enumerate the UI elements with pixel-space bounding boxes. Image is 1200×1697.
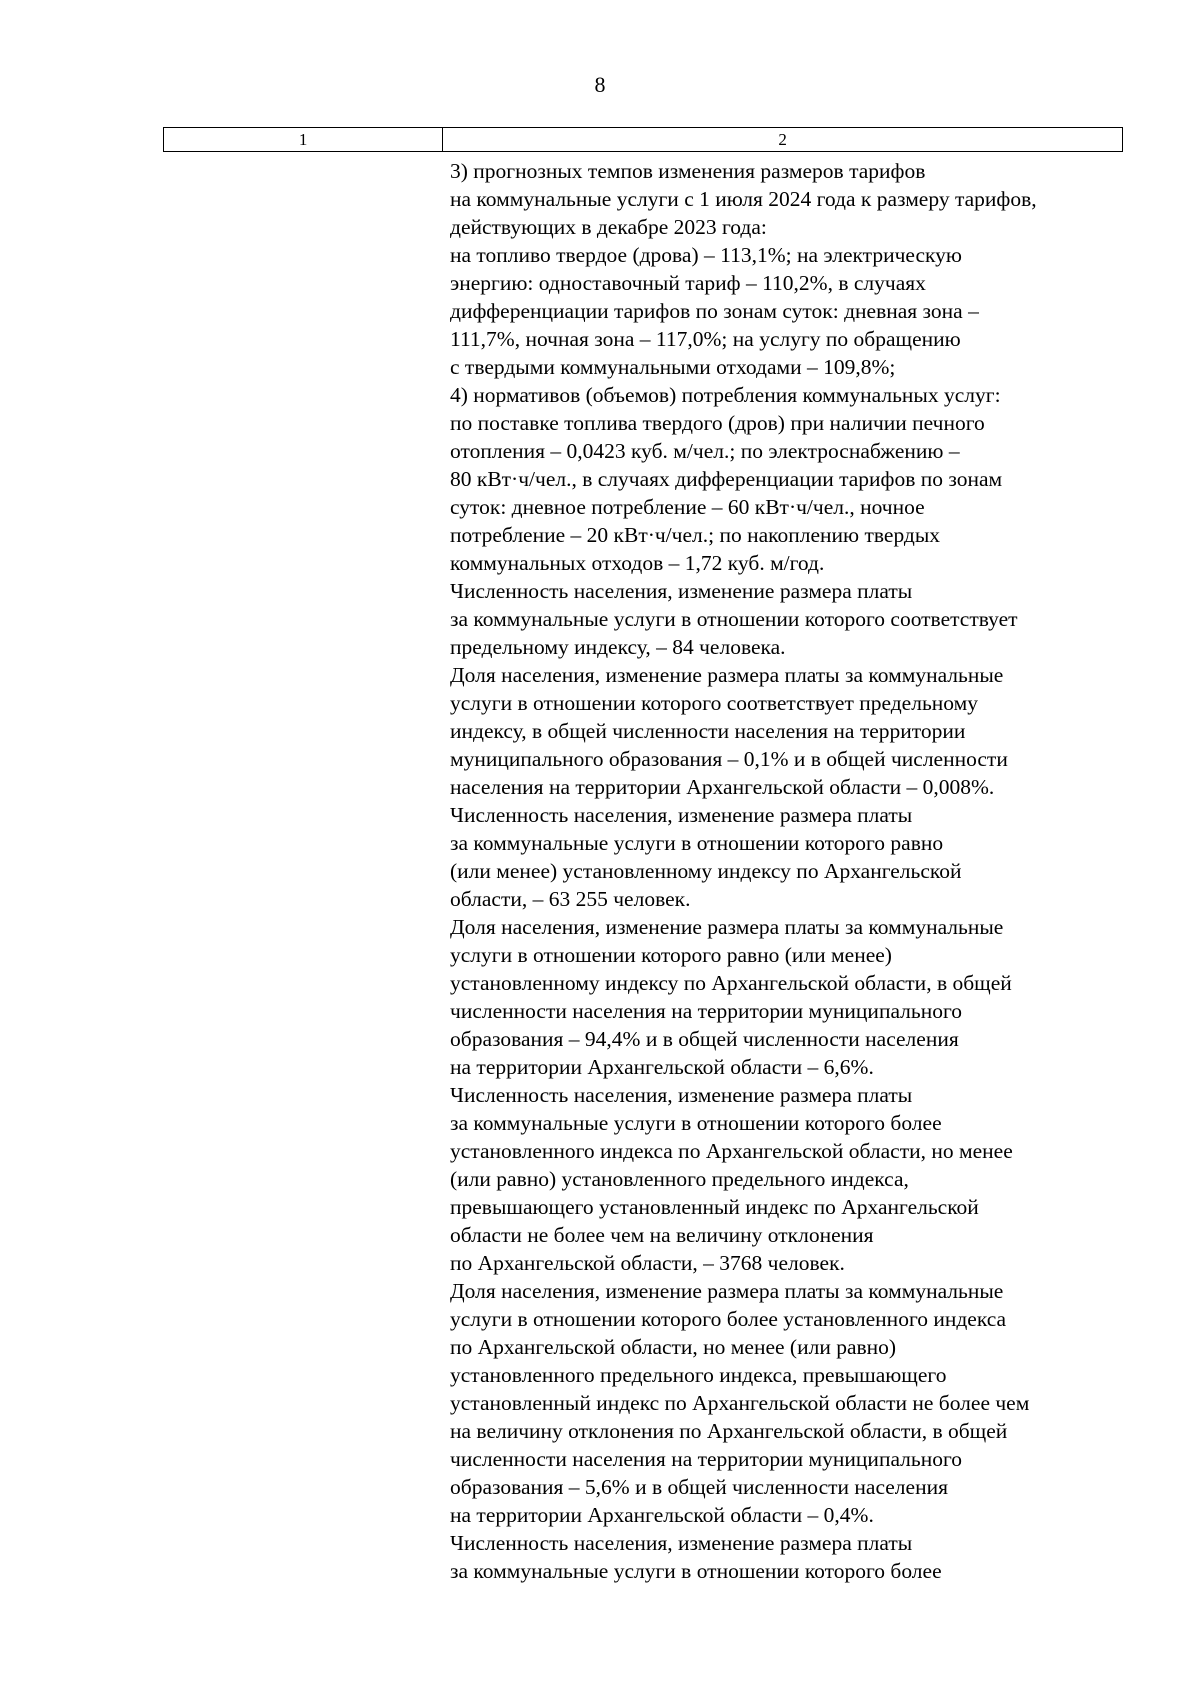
table-header — [163, 127, 1123, 152]
text-line: 4) нормативов (объемов) потребления коммунальных услуг: — [450, 383, 1001, 407]
text-line: на величину отклонения по Архангельской области, в общей — [450, 1419, 1008, 1443]
text-line: суток: дневное потребление – 60 кВт·ч/чел., ночное — [450, 495, 925, 519]
text-line: за коммунальные услуги в отношении которого более — [450, 1111, 942, 1135]
text-line: численности населения на территории муниципального — [450, 1447, 963, 1471]
text-line: отопления – 0,0423 куб. м/чел.; по электроснабжению – — [450, 439, 960, 463]
text-line: Численность населения, изменение размера платы — [450, 579, 913, 603]
text-line: (или равно) установленного предельного индекса, — [450, 1167, 909, 1191]
text-line: услуги в отношении которого более установленного индекса — [450, 1307, 1007, 1331]
text-line: области не более чем на величину отклонения — [450, 1223, 874, 1247]
column-2-text — [450, 157, 1150, 1585]
text-line: установленному индексу по Архангельской области, в общей — [450, 971, 1012, 995]
text-line: по Архангельской области, но менее (или равно) — [450, 1335, 897, 1359]
text-line: 80 кВт·ч/чел., в случаях дифференциации тарифов по зонам — [450, 467, 1003, 491]
text-line: на территории Архангельской области – 0,4%. — [450, 1503, 874, 1527]
text-line: установленный индекс по Архангельской области не более чем — [450, 1391, 1030, 1415]
text-line: (или менее) установленному индексу по Архангельской — [450, 859, 962, 883]
text-line: 111,7%, ночная зона – 117,0%; на услугу по обращению — [450, 327, 961, 351]
column-1-header: 1 — [164, 128, 443, 152]
text-line: услуги в отношении которого соответствует предельному — [450, 691, 978, 715]
text-line: с твердыми коммунальными отходами – 109,8%; — [450, 355, 896, 379]
text-line: муниципального образования – 0,1% и в общей численности — [450, 747, 1008, 771]
text-line: услуги в отношении которого равно (или менее) — [450, 943, 892, 967]
text-line: Численность населения, изменение размера платы — [450, 1083, 913, 1107]
text-line: действующих в декабре 2023 года: — [450, 215, 767, 239]
text-line: дифференциации тарифов по зонам суток: дневная зона – — [450, 299, 979, 323]
text-line: на топливо твердое (дрова) – 113,1%; на электрическую — [450, 243, 962, 267]
text-line: установленного предельного индекса, превышающего — [450, 1363, 947, 1387]
text-line: по поставке топлива твердого (дров) при наличии печного — [450, 411, 985, 435]
text-line: по Архангельской области, – 3768 человек. — [450, 1251, 845, 1275]
text-line: Доля населения, изменение размера платы за коммунальные — [450, 915, 1004, 939]
text-line: населения на территории Архангельской области – 0,008%. — [450, 775, 995, 799]
text-line: 3) прогнозных темпов изменения размеров тарифов — [450, 159, 926, 183]
text-line: за коммунальные услуги в отношении которого равно — [450, 831, 944, 855]
text-line: Численность населения, изменение размера платы — [450, 1531, 913, 1555]
text-line: образования – 5,6% и в общей численности населения — [450, 1475, 948, 1499]
text-line: энергию: одноставочный тариф – 110,2%, в случаях — [450, 271, 926, 295]
text-line: Доля населения, изменение размера платы за коммунальные — [450, 663, 1004, 687]
text-line: предельному индексу, – 84 человека. — [450, 635, 786, 659]
text-line: установленного индекса по Архангельской области, но менее — [450, 1139, 1013, 1163]
text-line: коммунальных отходов – 1,72 куб. м/год. — [450, 551, 825, 575]
text-line: индексу, в общей численности населения на территории — [450, 719, 966, 743]
text-line: на коммунальные услуги с 1 июля 2024 года к размеру тарифов, — [450, 187, 1037, 211]
text-line: области, – 63 255 человек. — [450, 887, 691, 911]
column-2-header: 2 — [443, 128, 1123, 152]
text-line: образования – 94,4% и в общей численности населения — [450, 1027, 959, 1051]
text-line: на территории Архангельской области – 6,6%. — [450, 1055, 874, 1079]
text-line: потребление – 20 кВт·ч/чел.; по накоплению твердых — [450, 523, 941, 547]
text-line: за коммунальные услуги в отношении которого более — [450, 1559, 942, 1583]
text-line: превышающего установленный индекс по Архангельской — [450, 1195, 979, 1219]
text-line: численности населения на территории муниципального — [450, 999, 963, 1023]
text-line: Численность населения, изменение размера платы — [450, 803, 913, 827]
page-number: 8 — [594, 72, 606, 97]
table-header-row — [164, 128, 1123, 152]
text-line: Доля населения, изменение размера платы за коммунальные — [450, 1279, 1004, 1303]
text-line: за коммунальные услуги в отношении которого соответствует — [450, 607, 1018, 631]
